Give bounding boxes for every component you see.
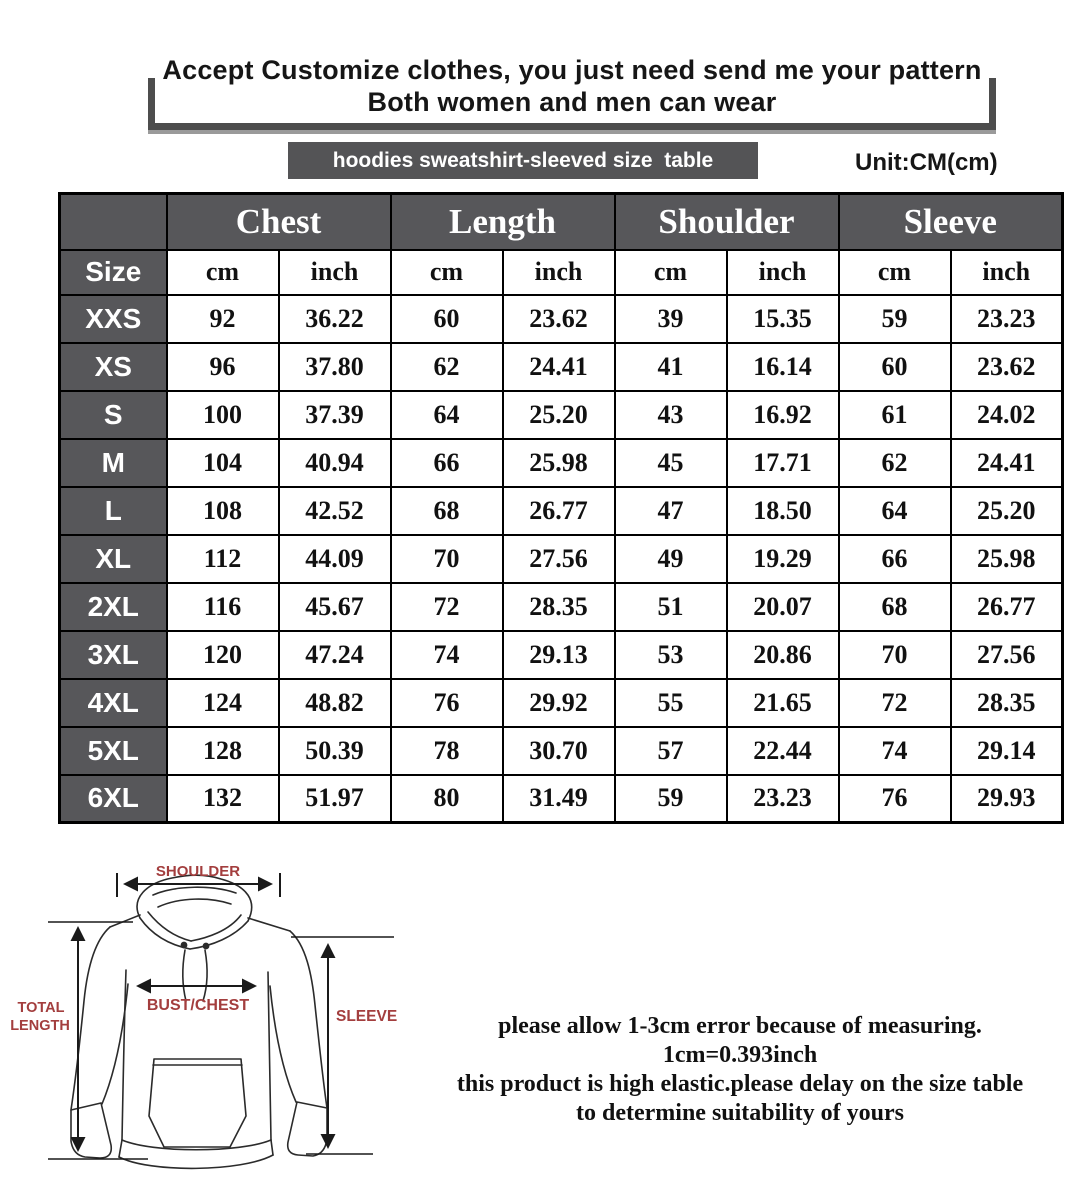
measurement-cell: 51 <box>615 583 727 631</box>
header-text <box>148 54 996 118</box>
size-label-cell: 5XL <box>60 727 167 775</box>
measurement-cell: 120 <box>167 631 279 679</box>
measurement-cell: 37.80 <box>279 343 391 391</box>
group-header-chest: Chest <box>167 194 391 250</box>
measurement-cell: 68 <box>391 487 503 535</box>
size-label-cell: 2XL <box>60 583 167 631</box>
measurement-cell: 70 <box>391 535 503 583</box>
header-line2: Both women and men can wear <box>367 87 777 117</box>
measurement-cell: 16.14 <box>727 343 839 391</box>
table-row <box>60 439 1063 487</box>
note-line: please allow 1-3cm error because of measuring. <box>498 1013 982 1039</box>
measurement-cell: 27.56 <box>503 535 615 583</box>
table-row <box>60 487 1063 535</box>
measurement-cell: 17.71 <box>727 439 839 487</box>
measurement-cell: 37.39 <box>279 391 391 439</box>
measurement-cell: 124 <box>167 679 279 727</box>
size-label-cell: XL <box>60 535 167 583</box>
measurement-cell: 23.62 <box>951 343 1063 391</box>
total-length-label-line2: LENGTH <box>10 1018 70 1034</box>
unit-header-cell: inch <box>951 250 1063 295</box>
shoulder-label: SHOULDER <box>155 863 241 880</box>
table-title-text: hoodies sweatshirt-sleeved size table <box>332 148 714 172</box>
measurement-cell: 44.09 <box>279 535 391 583</box>
measurement-cell: 64 <box>391 391 503 439</box>
measurement-cell: 76 <box>839 775 951 823</box>
unit-label: Unit:CM(cm) <box>855 149 998 176</box>
measurement-cell: 29.92 <box>503 679 615 727</box>
measurement-cell: 92 <box>167 295 279 343</box>
measurement-cell: 21.65 <box>727 679 839 727</box>
measurement-cell: 22.44 <box>727 727 839 775</box>
measurement-cell: 28.35 <box>951 679 1063 727</box>
sleeve-label: SLEEVE <box>336 1008 398 1025</box>
size-column-header: Size <box>60 250 167 295</box>
group-header-row <box>60 194 1063 250</box>
measurement-cell: 53 <box>615 631 727 679</box>
measurement-cell: 40.94 <box>279 439 391 487</box>
measurement-cell: 25.20 <box>503 391 615 439</box>
size-label-cell: 4XL <box>60 679 167 727</box>
measurement-cell: 66 <box>391 439 503 487</box>
measurement-cell: 45.67 <box>279 583 391 631</box>
measurement-cell: 23.23 <box>951 295 1063 343</box>
measurement-cell: 60 <box>391 295 503 343</box>
note-line: to determine suitability of yours <box>576 1100 904 1126</box>
measurement-cell: 55 <box>615 679 727 727</box>
measurement-cell: 23.23 <box>727 775 839 823</box>
table-row <box>60 343 1063 391</box>
unit-header-cell: cm <box>167 250 279 295</box>
measurement-cell: 100 <box>167 391 279 439</box>
size-label-cell: 3XL <box>60 631 167 679</box>
notes-block <box>400 1012 1080 1128</box>
size-table <box>58 192 1064 824</box>
measurement-cell: 42.52 <box>279 487 391 535</box>
measurement-cell: 25.20 <box>951 487 1063 535</box>
measurement-cell: 25.98 <box>503 439 615 487</box>
measurement-cell: 25.98 <box>951 535 1063 583</box>
measurement-cell: 27.56 <box>951 631 1063 679</box>
size-label-cell: M <box>60 439 167 487</box>
measurement-cell: 20.07 <box>727 583 839 631</box>
table-row <box>60 631 1063 679</box>
table-row <box>60 727 1063 775</box>
size-label-cell: L <box>60 487 167 535</box>
measurement-cell: 59 <box>615 775 727 823</box>
size-label-cell: S <box>60 391 167 439</box>
table-row <box>60 295 1063 343</box>
measurement-cell: 57 <box>615 727 727 775</box>
measurement-cell: 24.41 <box>951 439 1063 487</box>
total-length-label-line1: TOTAL <box>17 1000 65 1016</box>
measurement-cell: 132 <box>167 775 279 823</box>
measurement-cell: 66 <box>839 535 951 583</box>
table-row <box>60 391 1063 439</box>
measurement-cell: 47 <box>615 487 727 535</box>
measurement-cell: 80 <box>391 775 503 823</box>
group-header-shoulder: Shoulder <box>615 194 839 250</box>
table-title-bar <box>288 142 758 179</box>
measurement-cell: 29.14 <box>951 727 1063 775</box>
measurement-cell: 72 <box>391 583 503 631</box>
unit-header-cell: inch <box>727 250 839 295</box>
measurement-cell: 78 <box>391 727 503 775</box>
measurement-cell: 18.50 <box>727 487 839 535</box>
measurement-cell: 59 <box>839 295 951 343</box>
unit-header-cell: inch <box>503 250 615 295</box>
measurement-cell: 31.49 <box>503 775 615 823</box>
measurement-cell: 68 <box>839 583 951 631</box>
unit-header-cell: cm <box>391 250 503 295</box>
measurement-cell: 116 <box>167 583 279 631</box>
corner-cell <box>60 194 167 250</box>
measurement-cell: 20.86 <box>727 631 839 679</box>
measurement-cell: 28.35 <box>503 583 615 631</box>
measurement-cell: 19.29 <box>727 535 839 583</box>
measurement-cell: 51.97 <box>279 775 391 823</box>
header-line1: Accept Customize clothes, you just need send me your pattern <box>162 55 982 85</box>
measurement-cell: 30.70 <box>503 727 615 775</box>
measurement-cell: 41 <box>615 343 727 391</box>
size-table-body <box>60 295 1063 823</box>
table-row <box>60 775 1063 823</box>
hoodie-outline <box>71 875 327 1168</box>
group-header-sleeve: Sleeve <box>839 194 1063 250</box>
note-line: this product is high elastic.please delay on the size table <box>456 1071 1024 1097</box>
measurement-cell: 108 <box>167 487 279 535</box>
measurement-cell: 36.22 <box>279 295 391 343</box>
group-header-length: Length <box>391 194 615 250</box>
unit-header-cell: cm <box>615 250 727 295</box>
bust-chest-label: BUST/CHEST <box>146 997 250 1014</box>
measurement-cell: 49 <box>615 535 727 583</box>
table-row <box>60 583 1063 631</box>
measurement-cell: 128 <box>167 727 279 775</box>
measurement-cell: 61 <box>839 391 951 439</box>
measurement-cell: 39 <box>615 295 727 343</box>
measurement-cell: 64 <box>839 487 951 535</box>
table-row <box>60 535 1063 583</box>
unit-header-cell: inch <box>279 250 391 295</box>
measurement-cell: 76 <box>391 679 503 727</box>
measurement-cell: 26.77 <box>503 487 615 535</box>
measurement-cell: 50.39 <box>279 727 391 775</box>
measurement-cell: 15.35 <box>727 295 839 343</box>
measurement-cell: 29.13 <box>503 631 615 679</box>
measurement-cell: 62 <box>391 343 503 391</box>
size-label-cell: XXS <box>60 295 167 343</box>
measurement-cell: 43 <box>615 391 727 439</box>
measurement-cell: 26.77 <box>951 583 1063 631</box>
measurement-cell: 23.62 <box>503 295 615 343</box>
measurement-cell: 45 <box>615 439 727 487</box>
measurement-cell: 60 <box>839 343 951 391</box>
measurement-cell: 62 <box>839 439 951 487</box>
measurement-cell: 29.93 <box>951 775 1063 823</box>
size-label-cell: XS <box>60 343 167 391</box>
measurement-cell: 70 <box>839 631 951 679</box>
unit-header-cell: cm <box>839 250 951 295</box>
measurement-cell: 48.82 <box>279 679 391 727</box>
measurement-cell: 24.41 <box>503 343 615 391</box>
size-label-cell: 6XL <box>60 775 167 823</box>
unit-header-row <box>60 250 1063 295</box>
measurement-cell: 112 <box>167 535 279 583</box>
table-row <box>60 679 1063 727</box>
measurement-cell: 16.92 <box>727 391 839 439</box>
measurement-cell: 24.02 <box>951 391 1063 439</box>
measurement-cell: 47.24 <box>279 631 391 679</box>
hoodie-measurement-diagram <box>0 852 430 1196</box>
measurement-cell: 96 <box>167 343 279 391</box>
measurement-cell: 74 <box>839 727 951 775</box>
note-line: 1cm=0.393inch <box>662 1042 818 1068</box>
measurement-cell: 72 <box>839 679 951 727</box>
measurement-cell: 104 <box>167 439 279 487</box>
measurement-cell: 74 <box>391 631 503 679</box>
